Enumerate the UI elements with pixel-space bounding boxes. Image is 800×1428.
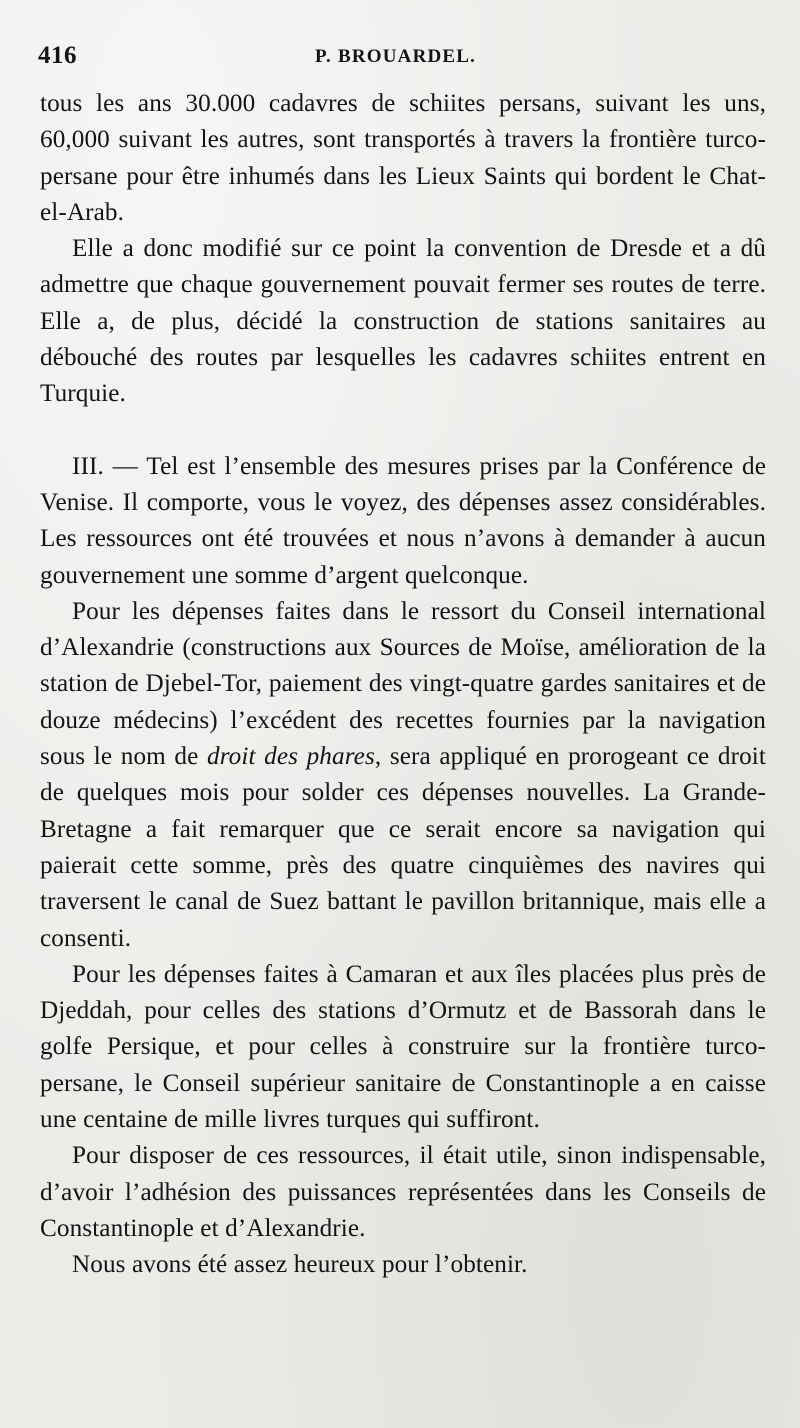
paragraph-section-iii: III. — Tel est l’ensemble des mesures prises par la Conférence de Venise. Il comporte, vous le voyez, des dépenses assez considérables. Les ressources ont été trouvées et nous n’avons à demander à aucun gouvernement une somme d’argent quelconque. xyxy=(40,452,766,589)
alexandria-text-before: Pour les dépenses faites dans le ressort du Conseil international d’Alexandrie (constructions aux Sources de Moïse, amélioration de la station de Djebel-Tor, paiement des vingt-quatre gardes sanitaires et de douze médecins) l’excédent des recettes fournies par la navigation sous le nom de xyxy=(40,597,766,771)
paragraph-alexandria-expenses xyxy=(40,594,766,957)
italic-droit-des-phares: droit des phares xyxy=(207,743,375,771)
page-header xyxy=(38,40,760,76)
page-number: 416 xyxy=(38,42,77,69)
paragraph-dresden-convention: Elle a donc modifié sur ce point la convention de Dresde et a dû admettre que chaque gouvernement pouvait fermer ses routes de terre. Elle a, de plus, décidé la construction de stations sanitaires au débouché des routes par lesquelles les cadavres schiites entrent en Turquie. xyxy=(40,235,766,408)
paragraph-camaran-expenses: Pour les dépenses faites à Camaran et aux îles placées plus près de Djeddah, pour celles des stations d’Ormutz et de Bassorah dans le golfe Persique, et pour celles à construire sur la frontière turco-persane, le Conseil supérieur sanitaire de Constantinople a en caisse une centaine de mille livres turques qui suffiront. xyxy=(40,960,766,1134)
paragraph-conclusion: Nous avons été assez heureux pour l’obtenir. xyxy=(72,1251,528,1279)
paragraph-schiite-cadavres: tous les ans 30.000 cadavres de schiites persans, suivant les uns, 60,000 suivant les autres, sont transportés à travers la frontière turco-persane pour être inhumés dans les Lieux Saints qui bordent le Chat-el-Arab. xyxy=(40,90,766,226)
running-head: P. BROUARDEL. xyxy=(315,46,477,67)
paragraph-resources-adhesion: Pour disposer de ces ressources, il était utile, sinon indispensable, d’avoir l’adhésion des puissances représentées dans les Conseils de Constantinople et d’Alexandrie. xyxy=(40,1142,766,1242)
body-text xyxy=(40,86,766,1284)
alexandria-text-after: , sera appliqué en prorogeant ce droit de quelques mois pour solder ces dépenses nouvelles. La Grande-Bretagne a fait remarquer que ce serait encore sa navigation qui paierait cette somme, près des quatre cinquièmes des navires qui traversent le canal de Suez battant le pavillon britannique, mais elle a consenti. xyxy=(40,743,766,952)
